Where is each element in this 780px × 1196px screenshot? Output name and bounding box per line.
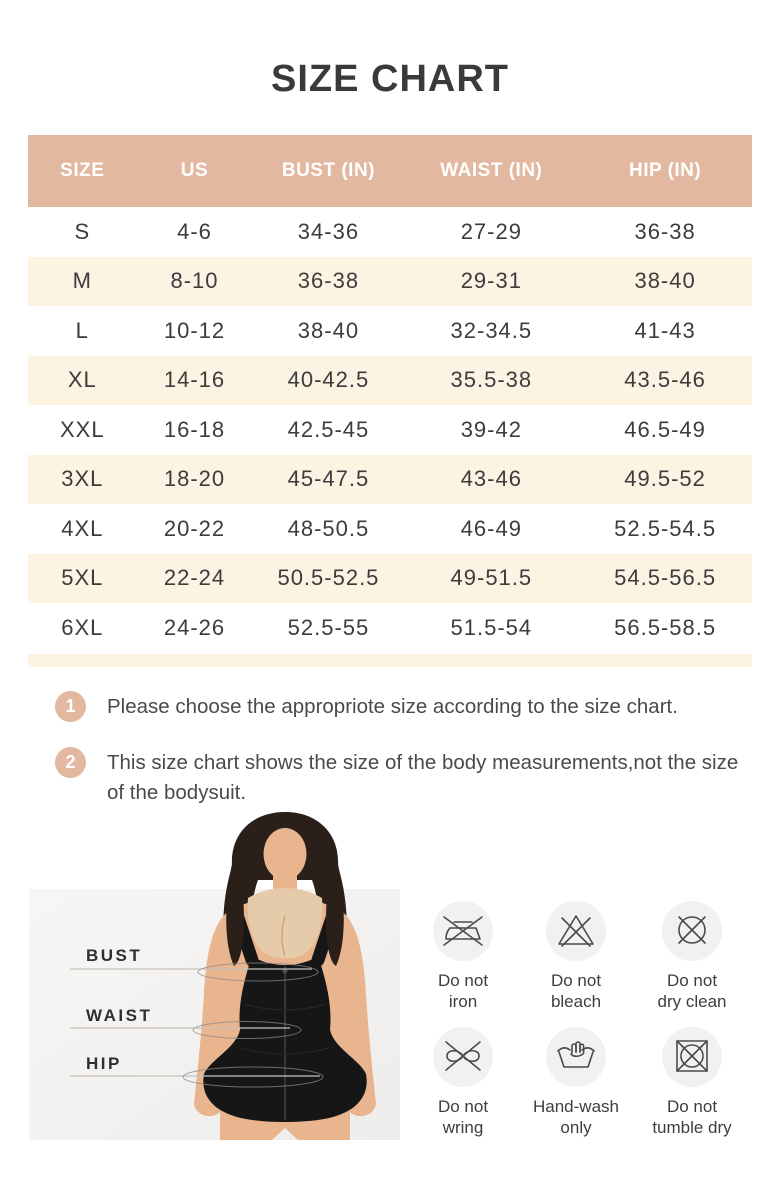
table-row xyxy=(28,554,752,604)
table-cell: 6XL xyxy=(28,603,137,653)
table-cell: 38-40 xyxy=(578,257,752,307)
care-label-line1: Do not xyxy=(437,1097,489,1116)
table-cell: 45-47.5 xyxy=(252,455,404,505)
model-illustration xyxy=(194,812,376,1140)
header-row xyxy=(28,135,752,207)
note-2-text: This size chart shows the size of the body measurements,not the size of the bodysuit. xyxy=(107,750,739,804)
note-1 xyxy=(55,691,678,722)
table-row xyxy=(28,356,752,406)
table-cell: 36-38 xyxy=(578,207,752,257)
header-cell-waist: WAIST (IN) xyxy=(404,135,578,207)
table-cell: 27-29 xyxy=(404,207,578,257)
table-cell: 3XL xyxy=(28,455,137,505)
care-label xyxy=(627,1096,757,1138)
header-cell-size: SIZE xyxy=(28,135,137,207)
table-cell: 48-50.5 xyxy=(252,504,404,554)
table-cell: XXL xyxy=(28,405,137,455)
note-1-text: Please choose the appropriote size according to the size chart. xyxy=(107,694,678,718)
care-label-line1: Do not xyxy=(550,971,602,990)
table-cell: 49.5-52 xyxy=(578,455,752,505)
care-label xyxy=(398,1096,528,1138)
table-row xyxy=(28,455,752,505)
table-row xyxy=(28,603,752,653)
header-cell-us: US xyxy=(137,135,253,207)
bust-label: BUST xyxy=(86,946,143,965)
care-label xyxy=(627,970,757,1012)
table-cell: 10-12 xyxy=(137,306,253,356)
do-not-wring-icon xyxy=(433,1027,493,1087)
table-cell: 4XL xyxy=(28,504,137,554)
care-item-do-not-tumble-dry xyxy=(627,1027,757,1138)
care-item-hand-wash-only xyxy=(511,1027,641,1138)
care-circle xyxy=(546,1027,606,1087)
size-table-header xyxy=(28,135,752,207)
waist-label: WAIST xyxy=(86,1006,153,1025)
size-table-body xyxy=(28,207,752,653)
table-cell: 46.5-49 xyxy=(578,405,752,455)
table-cell: 4-6 xyxy=(137,207,253,257)
header-cell-hip: HIP (IN) xyxy=(578,135,752,207)
table-row xyxy=(28,405,752,455)
table-footer-bar xyxy=(28,654,752,667)
table-cell: 36-38 xyxy=(252,257,404,307)
care-label-line2: only xyxy=(560,1118,592,1137)
care-label-line1: Do not xyxy=(666,971,718,990)
do-not-bleach-icon xyxy=(546,901,606,961)
size-table xyxy=(28,135,752,653)
care-label-line2: iron xyxy=(448,992,478,1011)
care-label-line2: dry clean xyxy=(657,992,727,1011)
care-label xyxy=(398,970,528,1012)
care-item-do-not-bleach xyxy=(511,901,641,1012)
table-cell: M xyxy=(28,257,137,307)
table-cell: 52.5-55 xyxy=(252,603,404,653)
table-cell: 41-43 xyxy=(578,306,752,356)
care-item-do-not-wring xyxy=(398,1027,528,1138)
table-cell: 38-40 xyxy=(252,306,404,356)
do-not-dry-clean-icon xyxy=(662,901,722,961)
table-cell: 20-22 xyxy=(137,504,253,554)
table-cell: 34-36 xyxy=(252,207,404,257)
care-circle xyxy=(662,901,722,961)
header-cell-bust: BUST (IN) xyxy=(252,135,404,207)
table-cell: 18-20 xyxy=(137,455,253,505)
model-figure-image xyxy=(20,808,410,1148)
table-cell: 49-51.5 xyxy=(404,554,578,604)
table-cell: 8-10 xyxy=(137,257,253,307)
care-label-line1: Hand-wash xyxy=(533,1097,619,1116)
table-cell: S xyxy=(28,207,137,257)
page-title: SIZE CHART xyxy=(271,58,509,100)
table-cell: 39-42 xyxy=(404,405,578,455)
table-cell: 51.5-54 xyxy=(404,603,578,653)
table-cell: 42.5-45 xyxy=(252,405,404,455)
table-cell: 52.5-54.5 xyxy=(578,504,752,554)
table-row xyxy=(28,306,752,356)
care-item-do-not-dry-clean xyxy=(627,901,757,1012)
table-cell: 14-16 xyxy=(137,356,253,406)
table-row xyxy=(28,257,752,307)
note-2-number-badge: 2 xyxy=(55,747,86,778)
care-label-line1: Do not xyxy=(666,1097,718,1116)
note-1-number-badge: 1 xyxy=(55,691,86,722)
do-not-iron-icon xyxy=(433,901,493,961)
table-cell: 54.5-56.5 xyxy=(578,554,752,604)
table-cell: 40-42.5 xyxy=(252,356,404,406)
table-cell: 46-49 xyxy=(404,504,578,554)
table-cell: 56.5-58.5 xyxy=(578,603,752,653)
table-cell: XL xyxy=(28,356,137,406)
note-2 xyxy=(55,747,755,808)
care-circle xyxy=(662,1027,722,1087)
care-label xyxy=(511,1096,641,1138)
care-circle xyxy=(433,1027,493,1087)
table-cell: 43-46 xyxy=(404,455,578,505)
table-cell: 16-18 xyxy=(137,405,253,455)
table-cell: 50.5-52.5 xyxy=(252,554,404,604)
care-label-line2: wring xyxy=(442,1118,484,1137)
table-cell: 5XL xyxy=(28,554,137,604)
table-cell: 32-34.5 xyxy=(404,306,578,356)
table-cell: 24-26 xyxy=(137,603,253,653)
table-cell: 43.5-46 xyxy=(578,356,752,406)
hand-wash-only-icon xyxy=(546,1027,606,1087)
care-label xyxy=(511,970,641,1012)
table-cell: 29-31 xyxy=(404,257,578,307)
care-label-line1: Do not xyxy=(437,971,489,990)
hip-label: HIP xyxy=(86,1054,122,1073)
care-circle xyxy=(433,901,493,961)
table-cell: 22-24 xyxy=(137,554,253,604)
care-circle xyxy=(546,901,606,961)
care-label-line2: bleach xyxy=(550,992,602,1011)
table-row xyxy=(28,504,752,554)
table-cell: L xyxy=(28,306,137,356)
do-not-tumble-dry-icon xyxy=(662,1027,722,1087)
table-cell: 35.5-38 xyxy=(404,356,578,406)
care-item-do-not-iron xyxy=(398,901,528,1012)
care-label-line2: tumble dry xyxy=(652,1118,732,1137)
table-row xyxy=(28,207,752,257)
